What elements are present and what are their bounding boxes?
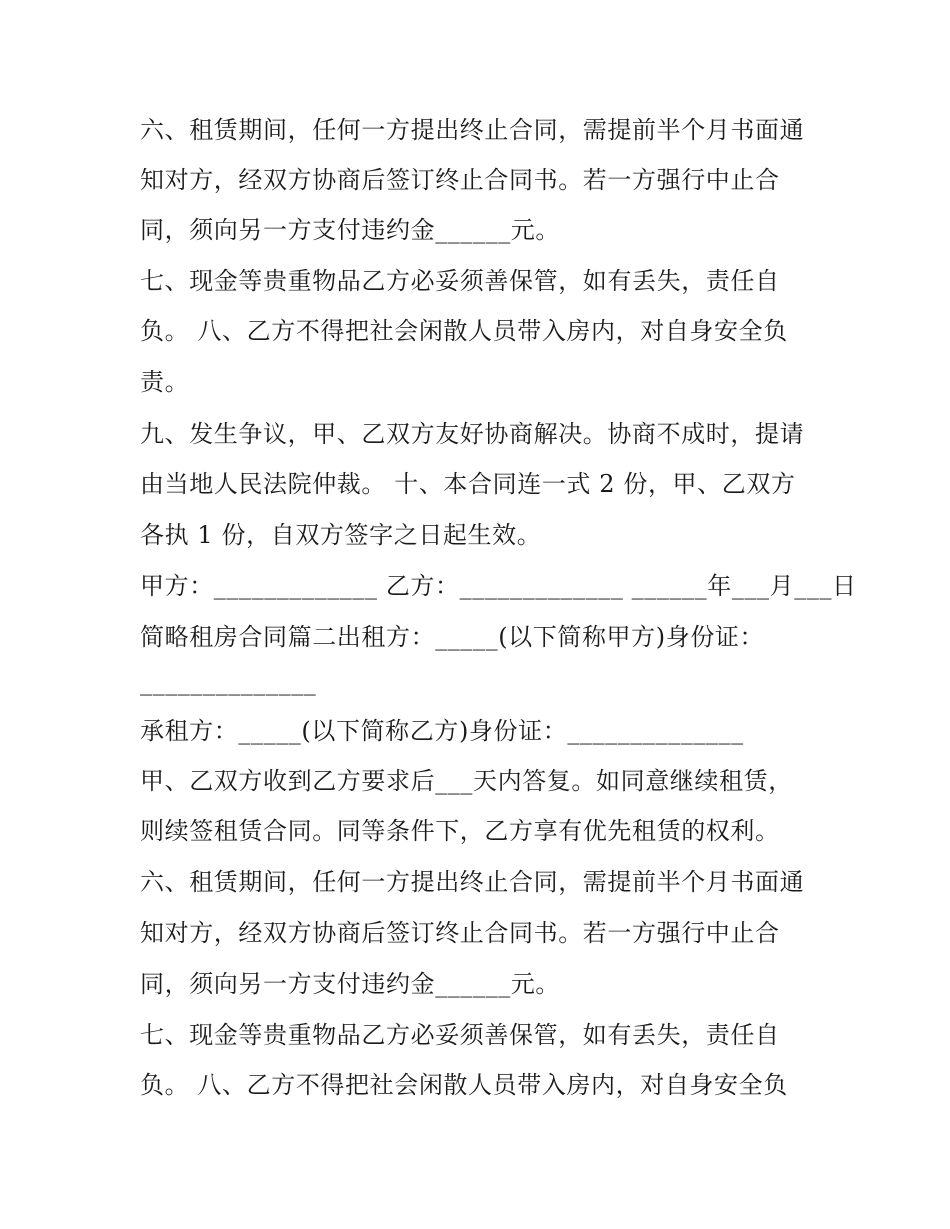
text-line: 七、现金等贵重物品乙方必妥须善保管，如有丢失，责任自 (140, 1021, 780, 1049)
blank-line: ______________ (140, 668, 317, 696)
text-line: 同，须向另一方支付违约金______元。 (140, 970, 560, 998)
text-line: 负。 八、乙方不得把社会闲散人员带入房内，对自身安全负 (140, 1071, 788, 1099)
text-line: 各执 1 份，自双方签字之日起生效。 (140, 521, 542, 549)
text-line: 七、现金等贵重物品乙方必妥须善保管，如有丢失，责任自 (140, 267, 780, 295)
text-line: 同，须向另一方支付违约金______元。 (140, 216, 560, 244)
text-line: 六、租赁期间，任何一方提出终止合同，需提前半个月书面通 (140, 116, 805, 144)
text-line: 由当地人民法院仲裁。 十、本合同连一式 2 份，甲、乙双方 (140, 470, 796, 498)
text-line: 六、租赁期间，任何一方提出终止合同，需提前半个月书面通 (140, 868, 805, 896)
text-line: 承租方：_____(以下简称乙方)身份证：______________ (140, 717, 744, 745)
text-line: 简略租房合同篇二出租方：_____(以下简称甲方)身份证： (140, 623, 765, 651)
text-line: 责。 (140, 368, 190, 396)
text-line: 负。 八、乙方不得把社会闲散人员带入房内，对自身安全负 (140, 317, 788, 345)
text-line: 则续签租赁合同。同等条件下，乙方享有优先租赁的权利。 (140, 817, 780, 845)
text-line: 知对方，经双方协商后签订终止合同书。若一方强行中止合 (140, 919, 780, 947)
text-line: 九、发生争议，甲、乙双方友好协商解决。协商不成时，提请 (140, 420, 805, 448)
signature-line: 甲方：_____________ 乙方：_____________ ______年___月___日 (140, 572, 857, 600)
text-line: 甲、乙双方收到乙方要求后___天内答复。如同意继续租赁， (140, 767, 793, 795)
text-line: 知对方，经双方协商后签订终止合同书。若一方强行中止合 (140, 166, 780, 194)
